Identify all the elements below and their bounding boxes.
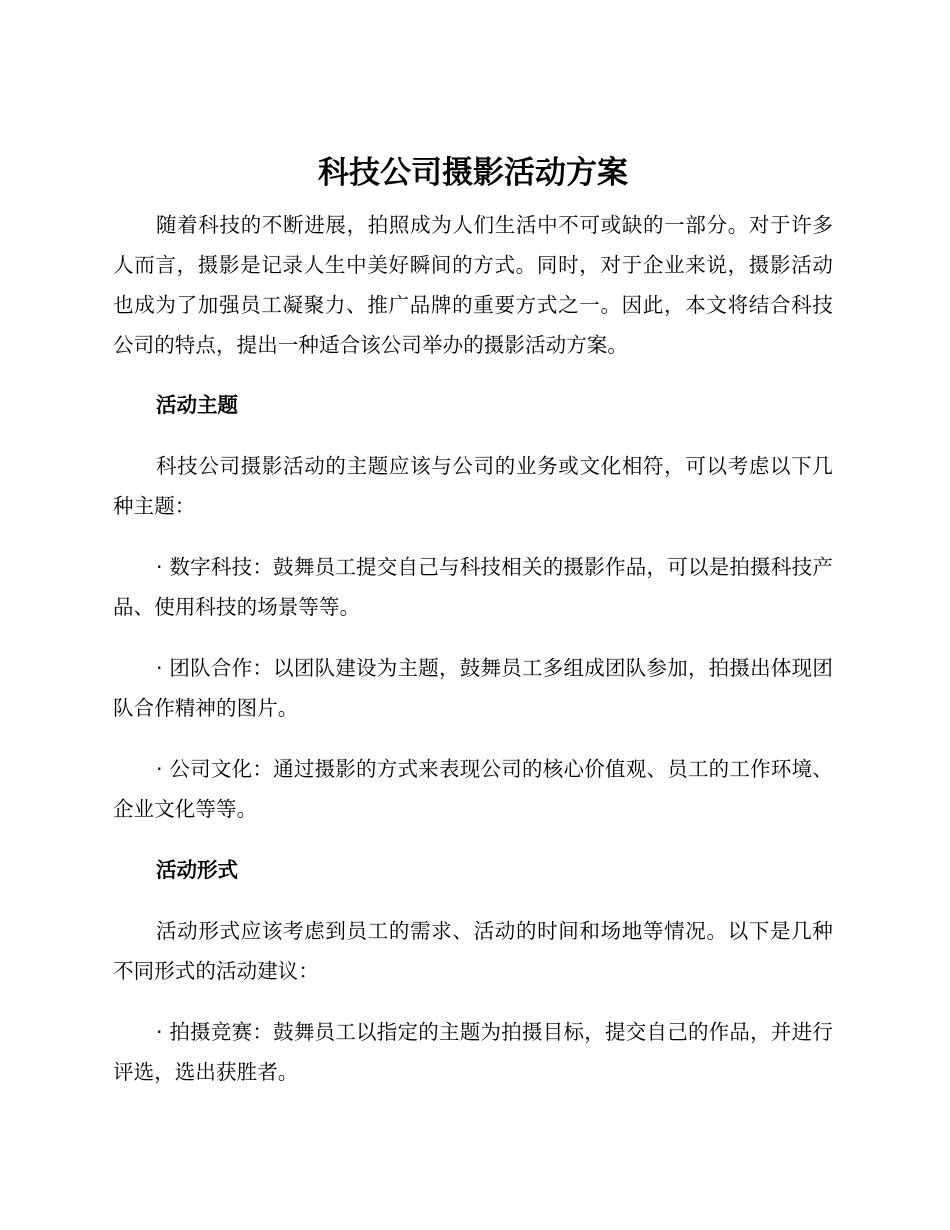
list-item: · 公司文化：通过摄影的方式来表现公司的核心价值观、员工的工作环境、企业文化等等。 (113, 757, 833, 821)
section-theme (113, 385, 833, 829)
section-format (113, 850, 833, 1092)
section-paragraph: 活动形式应该考虑到员工的需求、活动的时间和场地等情况。以下是几种不同形式的活动建议： (113, 919, 833, 983)
document-body (113, 147, 833, 1092)
section-paragraph: 科技公司摄影活动的主题应该与公司的业务或文化相符，可以考虑以下几种主题： (113, 454, 833, 518)
list-item: · 团队合作：以团队建设为主题，鼓舞员工多组成团队参加，拍摄出体现团队合作精神的图片。 (113, 656, 833, 720)
section-heading: 活动主题 (156, 393, 238, 417)
intro-paragraph: 随着科技的不断进展，拍照成为人们生活中不可或缺的一部分。对于许多人而言，摄影是记录人生中美好瞬间的方式。同时，对于企业来说，摄影活动也成为了加强员工凝聚力、推广品牌的重要方式之一。因此，本文将结合科技公司的特点，提出一种适合该公司举办的摄影活动方案。 (113, 213, 833, 357)
list-item: · 拍摄竞赛：鼓舞员工以指定的主题为拍摄目标，提交自己的作品，并进行评选，选出获胜者。 (113, 1020, 833, 1084)
list-item: · 数字科技：鼓舞员工提交自己与科技相关的摄影作品，可以是拍摄科技产品、使用科技的场景等等。 (113, 555, 833, 619)
document-title: 科技公司摄影活动方案 (318, 155, 628, 191)
section-heading: 活动形式 (156, 858, 238, 882)
